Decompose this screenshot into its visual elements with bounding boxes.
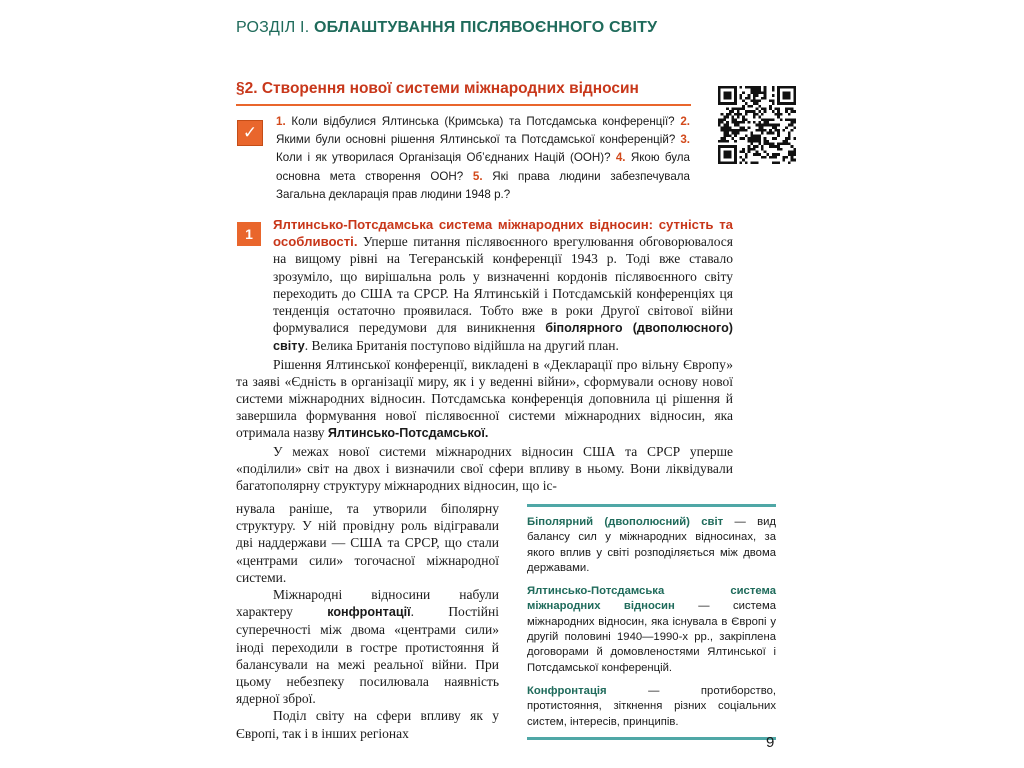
text-run: Уперше питання післявоєнного врегулювання обговорювалося на вищому рівні на Тегеранській конференції 1943 р. Тоді вже ставало зрозуміло, що вирішальна роль у визначенні кордонів післявоєнного світу переходить до США та СРСР. На Ялтинській і Потсдамській конференціях ця тенденція остаточно проявилася. Тобто вже в роки Другої світової війни формувалися передумови для виникнення — [273, 234, 733, 336]
section-title: §2. Створення нової системи міжнародних відносин — [236, 80, 639, 97]
question-number: 1. — [276, 115, 286, 128]
chapter-header — [236, 19, 657, 37]
question-text: Коли і як утворилася Організація Об’єднаних Націй (ООН)? — [276, 151, 611, 165]
paragraph-3-continued: нувала раніше, та утворили біполярну структуру. У ній провідну роль відігравали дві наддержави — США та СРСР, що стали «центрами сили» тогочасної міжнародної системи. — [236, 501, 499, 585]
text-run: Міжнародні відносини набули характеру — [236, 587, 499, 620]
paragraph-5: Поділ світу на сфери впливу як у Європі, так і в інших регіонах — [236, 708, 499, 741]
glossary-definition: — система міжнародних відносин, яка існувала в Європі у другій половині 1940—1990-х рр., закріплена договорами й домовленостями Ялтинської і Потсдамської конференцій. — [527, 600, 776, 674]
glossary-item — [527, 515, 776, 576]
question-number: 5. — [472, 169, 483, 183]
text-run: Рішення Ялтинської конференції, викладені в «Декларації про вільну Європу» та заяві «Єдність в організації миру, як і у веденні війни», сформували основу нової системи міжнародних відносин. Потсдамська конференція доповнила ці рішення й завершила формування нової післявоєнної системи міжнародних відносин, яка отримала назву — [236, 356, 733, 441]
paragraph-2 — [236, 356, 733, 443]
section-divider — [236, 104, 691, 106]
glossary-item — [527, 584, 776, 676]
glossary-top-rule — [527, 504, 776, 507]
question-text: Які права людини забезпечувала Загальна декларація прав людини 1948 р.? — [276, 169, 690, 201]
subsection-heading: Ялтинсько-Потсдамська система міжнародних відносин: сутність та особливості. — [273, 217, 733, 250]
text-run: . Постійні суперечності між двома «центрами сили» іноді переходили в гостре протистояння й балансували на межі реальної війни. При цьому небезпеку посилювала наявність ядерної зброї. — [236, 604, 499, 707]
checkmark-icon: ✓ — [237, 120, 263, 146]
paragraph-4 — [236, 586, 499, 707]
glossary-item — [527, 684, 776, 730]
glossary-bottom-rule — [527, 737, 776, 740]
subsection-number-badge: 1 — [237, 222, 261, 246]
term-confrontation: конфронтації — [327, 605, 411, 620]
question-number: 4. — [615, 151, 626, 165]
term-bipolar: біполярного (двополюсного) світу — [273, 321, 733, 354]
left-column-text — [236, 500, 499, 742]
paragraph-1 — [236, 216, 733, 356]
glossary-definition: — вид балансу сил у міжнародних відносинах, за якого вплив у світі розподіляється між двома державами. — [527, 516, 776, 574]
question-number: 3. — [680, 133, 690, 147]
glossary-term: Ялтинсько-Потсдамська система міжнародних відносин — [527, 585, 776, 613]
glossary-definition: — протиборство, протистояння, зіткнення різних соціальних систем, інтересів, принципів. — [527, 684, 776, 728]
qr-code-icon[interactable] — [718, 86, 796, 164]
chapter-prefix: РОЗДІЛ І. — [236, 19, 310, 36]
question-number: 2. — [680, 115, 691, 128]
term-yalta-potsdam: Ялтинсько-Потсдамської. — [327, 426, 489, 441]
glossary-box — [527, 504, 776, 740]
paragraph-3: У межах нової системи міжнародних відносин США та СРСР уперше «поділили» світ на двох і визначили свої сфери впливу в ньому. Вони ліквідували багатополярну структуру міжнародних відносин, що іс- — [236, 443, 733, 494]
chapter-title: ОБЛАШТУВАННЯ ПІСЛЯВОЄННОГО СВІТУ — [314, 19, 658, 36]
question-text: Якою була основна мета створення ООН? — [276, 151, 690, 183]
review-questions — [276, 113, 690, 204]
question-text: Якими були основні рішення Ялтинської та Потсдамської конференцій? — [276, 133, 676, 147]
main-text — [236, 216, 733, 494]
glossary-term: Конфронтація — [527, 684, 607, 697]
text-run: . Велика Британія поступово відійшла на другий план. — [304, 338, 619, 354]
question-text: Коли відбулися Ялтинська (Кримська) та Потсдамська конференції? — [291, 115, 675, 128]
page-number: 9 — [766, 734, 775, 751]
glossary-term: Біполярний (двополюсний) світ — [527, 516, 724, 528]
